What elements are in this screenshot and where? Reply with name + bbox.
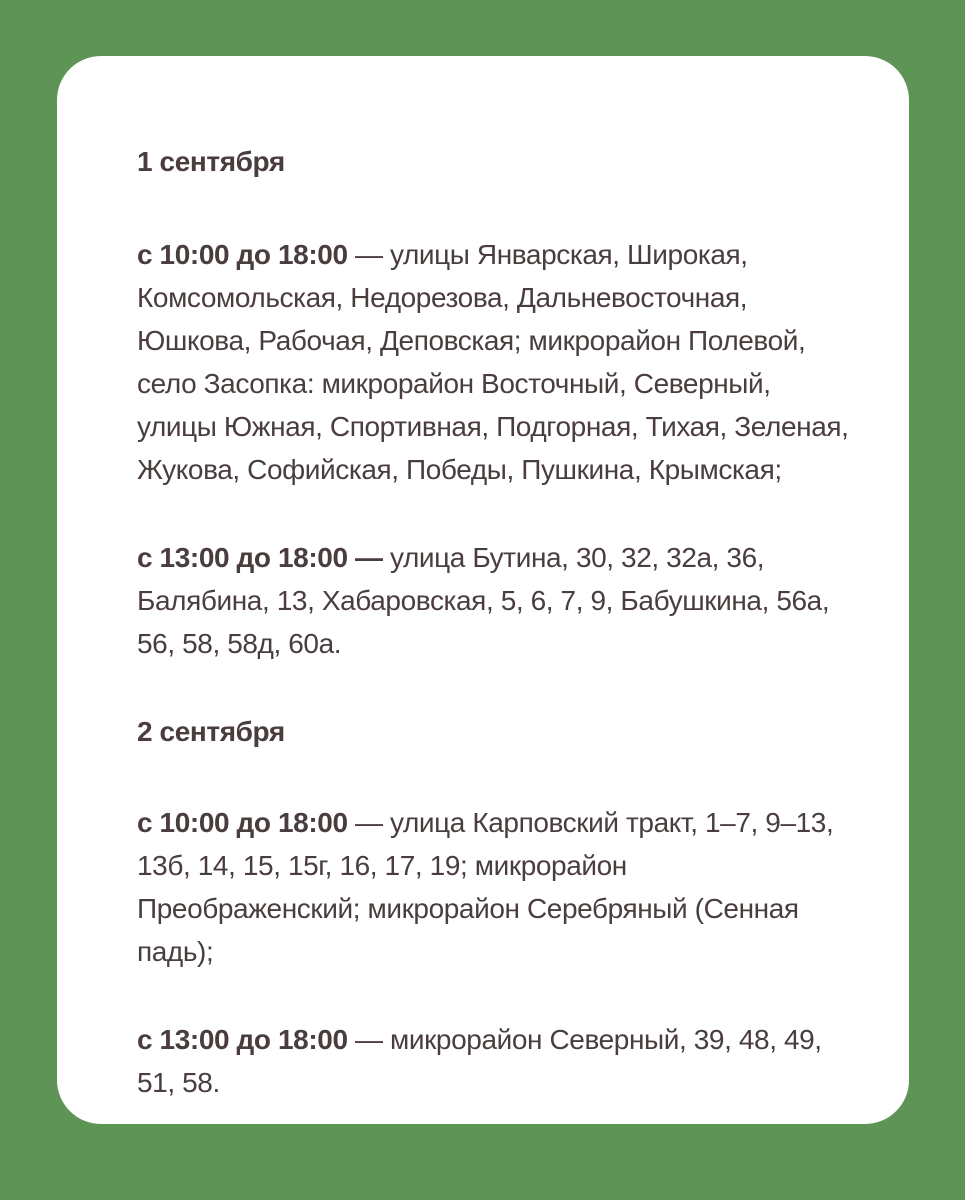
entry-line: — микрорайон Северный, 39, 48, 49, (347, 1024, 822, 1055)
time-range: с 10:00 до 18:00 (137, 239, 348, 270)
schedule-entry (137, 801, 957, 973)
schedule-entry (137, 536, 957, 665)
entry-line: Юшкова, Рабочая, Деповская; микрорайон Полевой, (137, 325, 806, 356)
entry-line: улицы Южная, Спортивная, Подгорная, Тихая, Зеленая, (137, 411, 849, 442)
schedule-entry (137, 1018, 957, 1104)
entry-line: 56, 58, 58д, 60а. (137, 628, 342, 659)
entry-line: падь); (137, 936, 214, 967)
entry-line: 13б, 14, 15, 15г, 16, 17, 19; микрорайон (137, 850, 627, 881)
schedule-card (57, 56, 909, 1124)
entry-line: село Засопка: микрорайон Восточный, Северный, (137, 368, 771, 399)
time-range: с 10:00 до 18:00 (137, 807, 348, 838)
entry-line: Преображенский; микрорайон Серебряный (Сенная (137, 893, 799, 924)
day-heading: 1 сентября (137, 146, 285, 177)
entry-line: 51, 58. (137, 1067, 220, 1098)
entry-line: Комсомольская, Недорезова, Дальневосточная, (137, 282, 748, 313)
entry-line: Жукова, Софийская, Победы, Пушкина, Крымская; (137, 454, 782, 485)
schedule-entry (137, 233, 957, 491)
entry-line: улица Бутина, 30, 32, 32а, 36, (382, 542, 765, 573)
time-range: с 13:00 до 18:00 — (137, 542, 383, 573)
time-range: с 13:00 до 18:00 (137, 1024, 348, 1055)
entry-line: Балябина, 13, Хабаровская, 5, 6, 7, 9, Бабушкина, 56а, (137, 585, 830, 616)
entry-line: — улицы Январская, Широкая, (347, 239, 748, 270)
entry-line: — улица Карповский тракт, 1–7, 9–13, (347, 807, 834, 838)
day-heading: 2 сентября (137, 716, 285, 747)
